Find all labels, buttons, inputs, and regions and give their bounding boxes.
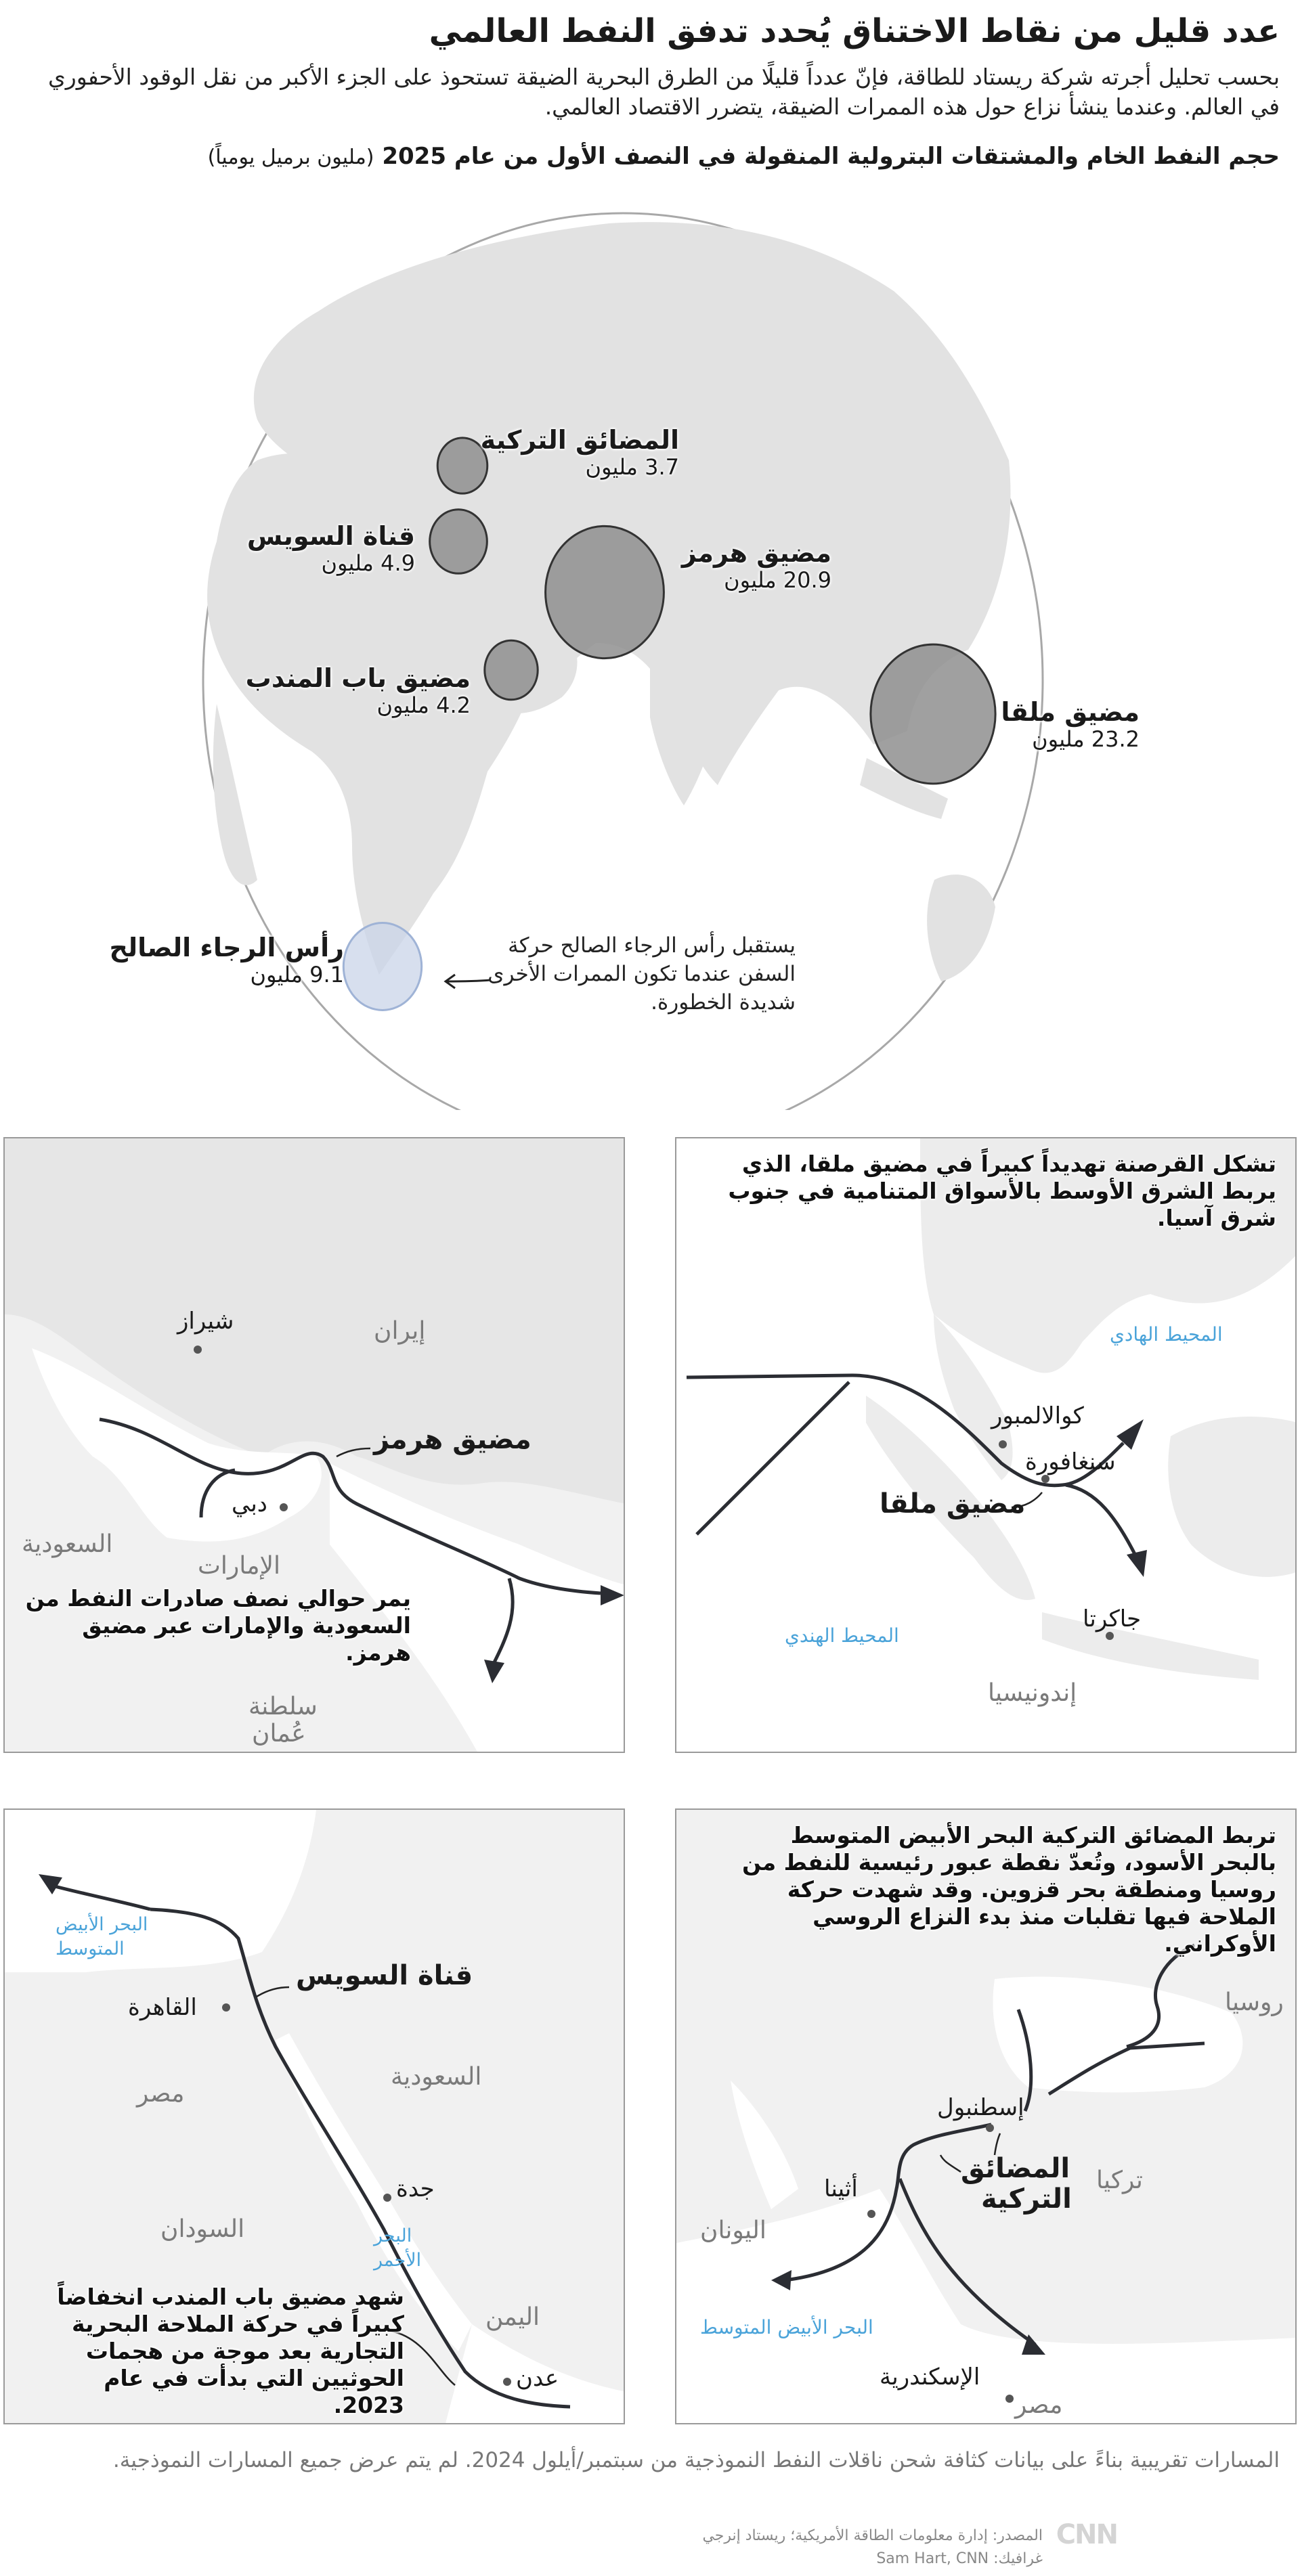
strait-label-turkish-2: التركية bbox=[981, 2183, 1072, 2215]
bubble-bab-el-mandeb bbox=[485, 640, 538, 700]
country-label-yemen: اليمن bbox=[485, 2303, 540, 2331]
city-dot-shiraz bbox=[194, 1346, 202, 1354]
strait-label-hormuz: مضيق هرمز bbox=[374, 1424, 532, 1455]
country-label-oman-1: سلطنة bbox=[248, 1693, 318, 1720]
city-dot-aden bbox=[503, 2378, 511, 2386]
city-dot-dubai bbox=[280, 1503, 288, 1511]
city-dot-singapore bbox=[1041, 1475, 1049, 1483]
country-label-uae: الإمارات bbox=[198, 1552, 281, 1580]
city-dot-alexandria bbox=[1005, 2395, 1014, 2403]
chart-unit: (مليون برميل يومياً) bbox=[207, 146, 374, 169]
city-label-cairo: القاهرة bbox=[128, 1994, 197, 2021]
country-label-russia: روسيا bbox=[1225, 1989, 1284, 2016]
chart-title bbox=[20, 141, 1280, 173]
sea-label-mediterranean-2: المتوسط bbox=[56, 1938, 125, 1959]
strait-pointer bbox=[257, 1987, 289, 1997]
country-label-saudi: السعودية bbox=[22, 1530, 113, 1558]
chart-title-text: حجم النفط الخام والمشتقات البترولية المنقولة في النصف الأول من عام 2025 bbox=[382, 143, 1280, 170]
strait-pointer-1 bbox=[995, 2133, 1000, 2155]
country-label-iran: إيران bbox=[374, 1317, 426, 1345]
city-label-istanbul: إسطنبول bbox=[937, 2094, 1024, 2121]
city-label-jakarta: جاكرتا bbox=[1083, 1605, 1142, 1633]
bubble-suez bbox=[430, 510, 488, 574]
bubble-name: مضيق هرمز bbox=[681, 538, 831, 568]
cape-annotation: يستقبل رأس الرجاء الصالح حركة السفن عندما تكون الممرات الأخرى شديدة الخطورة. bbox=[488, 933, 796, 1015]
city-label-jeddah: جدة bbox=[396, 2175, 435, 2202]
bubble-name: رأس الرجاء الصالح bbox=[109, 933, 344, 962]
bubble-name: مضيق ملقا bbox=[1001, 697, 1140, 727]
bubble-value: 3.7 مليون bbox=[585, 454, 679, 480]
source-credit bbox=[702, 2525, 1043, 2571]
bubble-label-cape bbox=[110, 933, 344, 987]
city-dot-cairo bbox=[222, 2003, 230, 2012]
bubble-malacca bbox=[871, 644, 995, 784]
water-adriatic bbox=[731, 2081, 798, 2209]
panel-note-malacca: تشكل القرصنة تهديداً كبيراً في مضيق ملقا، الذي يربط الشرق الأوسط بالأسواق المتنامية في جنوب شرق آسيا. bbox=[728, 1151, 1276, 1231]
footnote: المسارات تقريبية بناءً على بيانات كثافة شحن ناقلات النفط النموذجية من سبتمبر/أيلول 2024. لم يتم عرض جميع المسارات النموذجية. bbox=[112, 2448, 1280, 2472]
country-label-indonesia: إندونيسيا bbox=[988, 1679, 1077, 1707]
strait-label-malacca: مضيق ملقا bbox=[880, 1488, 1026, 1519]
city-label-athens: أثينا bbox=[824, 2175, 858, 2202]
bubble-value: 20.9 مليون bbox=[724, 567, 831, 593]
map-panel-malacca bbox=[675, 1137, 1297, 1753]
strait-label-turkish-1: المضائق bbox=[961, 2153, 1070, 2184]
country-label-egypt: مصر bbox=[137, 2080, 185, 2108]
bubble-label-suez bbox=[247, 521, 415, 575]
cnn-arabic-logo: CNN bbox=[1056, 2519, 1117, 2550]
panel-note-turkish: تربط المضائق التركية البحر الأبيض المتوسط بالبحر الأسود، وتُعدّ نقطة عبور رئيسية للنفط من روسيا ومنطقة بحر قزوين. وقد شهدت حركة الملاحة فيها تقلبات منذ بدء النزاع الروسي الأوكراني. bbox=[742, 1822, 1276, 1957]
city-label-dubai: دبي bbox=[232, 1490, 267, 1517]
sea-label-mediterranean: البحر الأبيض المتوسط bbox=[700, 2316, 873, 2338]
country-label-egypt: مصر bbox=[1015, 2391, 1063, 2419]
strait-pointer-2 bbox=[940, 2155, 961, 2172]
country-label-greece: اليونان bbox=[700, 2217, 766, 2244]
city-label-kuala-lumpur: كوالالمبور bbox=[991, 1402, 1084, 1429]
source-text: المصدر: إدارة معلومات الطاقة الأمريكية؛ ريستاد إنرجي bbox=[702, 2527, 1043, 2544]
bubble-value: 4.9 مليون bbox=[321, 550, 415, 576]
bubble-label-bab-el-mandeb bbox=[246, 663, 471, 717]
bubble-label-malacca bbox=[1001, 697, 1140, 751]
bubble-value: 4.2 مليون bbox=[376, 692, 471, 718]
sea-label-mediterranean-1: البحر الأبيض bbox=[56, 1914, 148, 1935]
city-dot-kuala-lumpur bbox=[999, 1440, 1007, 1448]
map-panel-hormuz bbox=[3, 1137, 625, 1753]
panel-note-hormuz: يمر حوالي نصف صادرات النفط من السعودية والإمارات عبر مضيق هرمز. bbox=[25, 1585, 411, 1666]
city-label-aden: عدن bbox=[516, 2365, 559, 2392]
city-label-alexandria: الإسكندرية bbox=[880, 2363, 980, 2391]
land-australia bbox=[927, 874, 995, 981]
strait-label-suez: قناة السويس bbox=[296, 1960, 473, 1991]
bubble-label-hormuz bbox=[682, 538, 831, 592]
country-label-turkey: تركيا bbox=[1096, 2167, 1143, 2194]
bubble-label-turkish bbox=[481, 425, 679, 479]
bubble-hormuz bbox=[546, 526, 664, 658]
graphic-credit: غرافيك: Sam Hart, CNN bbox=[876, 2550, 1043, 2567]
bubble-value: 23.2 مليون bbox=[1032, 726, 1140, 752]
country-label-sudan: السودان bbox=[160, 2215, 245, 2243]
country-label-oman-2: عُمان bbox=[252, 1720, 306, 1748]
intro-text: بحسب تحليل أجرته شركة ريستاد للطاقة، فإنّ عدداً قليلًا من الطرق البحرية الضيقة تستحوذ على الجزء الأكبر من نقل الوقود الأحفوري في العالم. وعندما ينشأ نزاع حول هذه الممرات الضيقة، يتضرر الاقتصاد العالمي. bbox=[47, 64, 1280, 120]
bubble-cape bbox=[343, 923, 421, 1011]
city-dot-athens bbox=[867, 2210, 875, 2218]
sea-label-pacific: المحيط الهادي bbox=[1110, 1323, 1223, 1346]
sea-label-indian: المحيط الهندي bbox=[785, 1624, 899, 1647]
bubble-name: مضيق باب المندب bbox=[245, 663, 471, 693]
bubble-name: المضائق التركية bbox=[480, 425, 679, 455]
map-panel-suez bbox=[3, 1808, 625, 2424]
city-dot-jeddah bbox=[383, 2194, 391, 2202]
page-title: عدد قليل من نقاط الاختناق يُحدد تدفق النفط العالمي bbox=[429, 12, 1280, 50]
city-label-singapore: سنغافورة bbox=[1025, 1448, 1116, 1475]
city-label-shiraz: شيراز bbox=[177, 1308, 234, 1335]
country-label-saudi: السعودية bbox=[391, 2063, 482, 2091]
bubble-value: 9.1 مليون bbox=[250, 962, 344, 987]
panel-note-suez: شهد مضيق باب المندب انخفاضاً كبيراً في حركة الملاحة البحرية التجارية بعد موجة من هجمات الحوثيين التي بدأت في عام 2023. bbox=[57, 2284, 404, 2418]
city-dot-istanbul bbox=[986, 2124, 994, 2132]
bubble-name: قناة السويس bbox=[246, 521, 415, 551]
sea-label-red-sea-2: الأحمر bbox=[374, 2250, 422, 2271]
map-panel-turkish bbox=[675, 1808, 1297, 2424]
sea-label-red-sea-1: البحر bbox=[374, 2225, 412, 2246]
city-dot-jakarta bbox=[1106, 1632, 1114, 1640]
